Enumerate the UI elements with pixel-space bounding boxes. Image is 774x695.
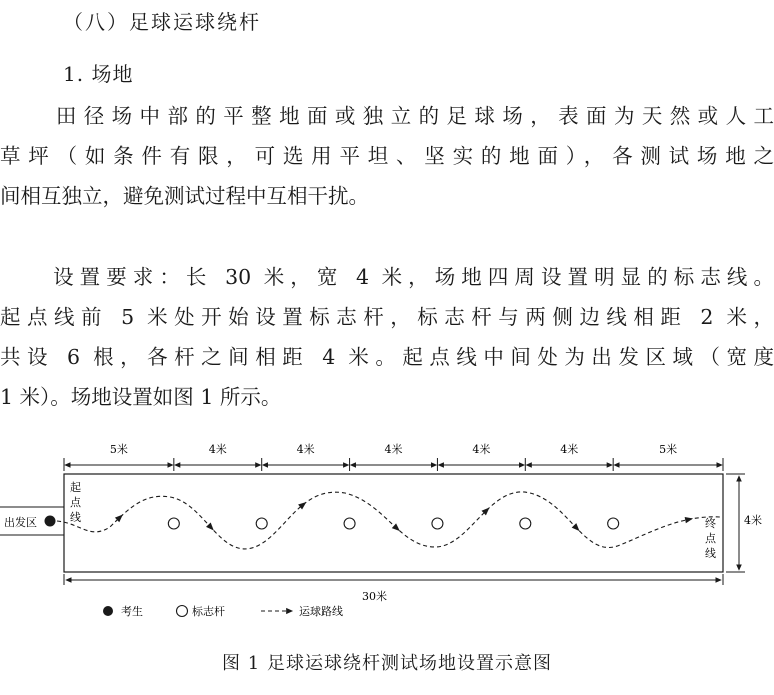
paragraph-line: 1 米）。场地设置如图 1 所示。 <box>0 385 282 409</box>
segment-label: 4米 <box>472 443 491 456</box>
segment-label: 5米 <box>659 443 678 456</box>
legend-pole-label: 标志杆 <box>192 605 225 618</box>
segment-label: 4米 <box>560 443 579 456</box>
legend-pole-icon <box>177 606 188 617</box>
marker-pole <box>168 518 179 529</box>
subsection-heading: 1. 场地 <box>63 62 134 86</box>
paragraph-line: 田径场中部的平整地面或独立的足球场，表面为天然或人工 <box>0 104 774 128</box>
route-arrows <box>115 500 694 534</box>
section-heading: （八）足球运球绕杆 <box>63 10 261 34</box>
field-boundary <box>64 474 723 572</box>
legend-student-icon <box>103 606 113 616</box>
segment-label: 4米 <box>296 443 315 456</box>
segment-dimensions <box>64 442 723 471</box>
start-area-label: 出发区 <box>4 516 37 529</box>
total-length-label: 30米 <box>362 590 387 603</box>
route-arrowhead <box>685 515 694 523</box>
paragraph-line: 间相互独立，避免测试过程中互相干扰。 <box>0 184 369 208</box>
student-marker <box>45 516 56 527</box>
segment-label: 4米 <box>384 443 403 456</box>
segment-label: 4米 <box>208 443 227 456</box>
start-line-char: 点 <box>70 496 81 509</box>
paragraph-venue <box>0 96 774 216</box>
marker-pole <box>432 518 443 529</box>
end-line-char: 线 <box>705 547 716 560</box>
start-line-char: 起 <box>70 481 81 494</box>
paragraph-requirements <box>0 257 774 417</box>
paragraph-line: 起点线前 5 米处开始设置标志杆，标志杆与两侧边线相距 2 米， <box>0 305 774 329</box>
width-label: 4米 <box>744 514 762 527</box>
marker-pole <box>256 518 267 529</box>
paragraph-line: 设置要求：长 30 米，宽 4 米，场地四周设置明显的标志线。 <box>0 265 774 289</box>
figure-caption: 图 1 足球运球绕杆测试场地设置示意图 <box>222 653 552 674</box>
start-line-char: 线 <box>70 511 81 524</box>
paragraph-line: 共设 6 根，各杆之间相距 4 米。起点线中间处为出发区域（宽度 <box>0 345 774 369</box>
legend-route-label: 运球路线 <box>299 605 343 618</box>
segment-label: 5米 <box>109 443 128 456</box>
end-line-char: 点 <box>705 532 716 545</box>
legend-student-label: 考生 <box>121 605 143 618</box>
marker-pole <box>608 518 619 529</box>
marker-pole <box>344 518 355 529</box>
marker-pole <box>520 518 531 529</box>
field-diagram <box>0 435 774 618</box>
dribble-route <box>57 492 720 549</box>
paragraph-line: 草坪（如条件有限，可选用平坦、坚实的地面），各测试场地之 <box>0 144 774 168</box>
end-line-char: 终 <box>705 517 716 530</box>
